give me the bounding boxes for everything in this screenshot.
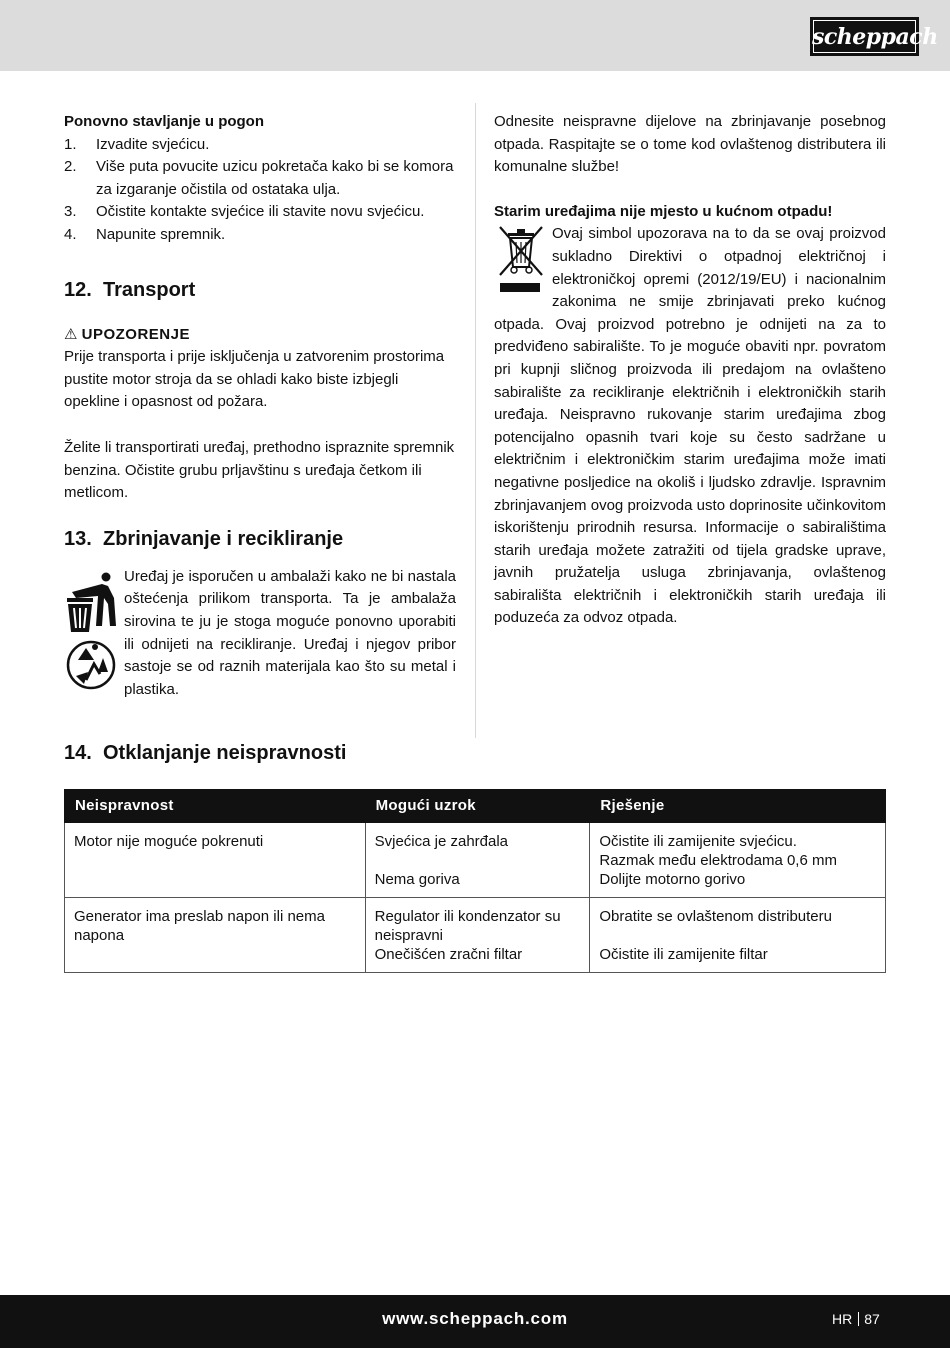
cause-text: Onečišćen zračni filtar <box>374 946 523 963</box>
warning-triangle-icon: ⚠ <box>64 325 78 343</box>
step-number: 3. <box>64 203 77 221</box>
step-number: 2. <box>64 158 77 176</box>
solution-text: Očistite ili zamijenite filtar <box>599 946 768 963</box>
fault-cell <box>65 898 366 973</box>
solution-cell <box>590 898 886 973</box>
table-row <box>65 898 886 973</box>
recycle-bin-icon <box>64 568 122 692</box>
section-number: 14. <box>64 742 92 764</box>
section-title: Transport <box>103 278 196 301</box>
solution-text: Dolijte motorno gorivo <box>599 871 746 888</box>
disposal-intro: Odnesite neispravne dijelove na zbrinjavanje posebnog otpada. Raspitajte se o tome kod ovlaštenog distributera ili komunalne službe! <box>494 113 886 176</box>
section-title: Otklanjanje neispravnosti <box>103 742 347 764</box>
solution-text: Očistite ili zamijenite svjećicu. <box>599 833 797 850</box>
spacer <box>599 926 876 945</box>
page-header <box>0 0 950 71</box>
warning-heading <box>64 324 456 347</box>
cause-text: Regulator ili kondenzator su neispravni <box>374 908 561 944</box>
page-number: 87 <box>864 1311 880 1327</box>
column-header-fault: Neispravnost <box>65 790 366 823</box>
cause-cell <box>365 898 590 973</box>
fault-text: Generator ima preslab napon ili nema napona <box>74 908 325 944</box>
troubleshooting-table <box>64 789 886 973</box>
section-title: Zbrinjavanje i recikliranje <box>103 527 344 550</box>
step-text: Izvadite svjećicu. <box>96 135 210 153</box>
table-row <box>65 823 886 898</box>
language-code: HR <box>832 1311 853 1327</box>
section-heading-transport <box>64 277 456 303</box>
transport-text: Želite li transportirati uređaj, prethodno ispraznite spremnik benzina. Očistite grubu prljavštinu s uređaja četkom ili metlicom. <box>64 438 455 502</box>
fault-text: Motor nije moguće pokrenuti <box>74 833 264 850</box>
section-number: 13. <box>64 527 92 550</box>
step-text: Napunite spremnik. <box>96 225 226 243</box>
page-indicator <box>832 1311 880 1327</box>
fault-cell <box>65 823 366 898</box>
step-number: 1. <box>64 135 77 153</box>
disposal-text: Uređaj je isporučen u ambalaži kako ne bi nastala oštećenja prilikom transporta. Ta je ambalaža sirovina te ju je stoga moguće ponovno uporabiti ili odnijeti na recikliranje. Uređaj i njegov pribor sastoje se od raznih materijala kao što su metal i plastika. <box>124 567 456 698</box>
page-footer <box>0 1295 950 1348</box>
cause-text: Nema goriva <box>374 871 460 888</box>
cause-text: Svjećica je zahrđala <box>374 833 509 850</box>
restart-step <box>64 224 456 247</box>
cause-cell <box>365 823 590 898</box>
right-column <box>494 111 886 630</box>
brand-logo: scheppach <box>810 17 919 56</box>
weee-title: Starim uređajima nije mjesto u kućnom otpadu! <box>494 202 833 220</box>
restart-step <box>64 134 456 157</box>
section-heading-disposal <box>64 526 456 552</box>
crossed-out-wheelie-bin-icon <box>494 223 548 301</box>
website-link[interactable]: www.scheppach.com <box>382 1309 568 1328</box>
section-number: 12. <box>64 278 92 301</box>
separator <box>858 1312 859 1326</box>
solution-cell <box>590 823 886 898</box>
column-header-solution: Rješenje <box>590 790 886 823</box>
step-text: Očistite kontakte svjećice ili stavite novu svjećicu. <box>96 203 425 221</box>
left-column <box>64 111 456 701</box>
disposal-block <box>64 566 456 702</box>
table-header-row <box>65 790 886 823</box>
spacer <box>375 851 581 870</box>
weee-text: Ovaj simbol upozorava na to da se ovaj proizvod sukladno Direktivi o otpadnoj električnoj i elektroničkoj opremi (2012/19/EU) i nacionalnim zakonima ne smije zbrinjavati preko kućnog otpada. Ovaj proizvod potrebno je odnijeti na za to predviđeno sabiralište. To je moguće obaviti npr. povratom pri kupnji sličnog proizvoda ili predajom na ovlašteno sabiralište za recikliranje električnih i elektroničkih starih uređaja. Neispravno rukovanje starim uređajima zbog potencijalno opasnih tvari koje su često sadržane u električnim i elektroničkim starim uređajima može imati negativne posljedice na okoliš i ljudsko zdravlje. Ispravnim zbrinjavanjem ovog proizvoda usto doprinosite učinkovitom iskorištenju prirodnih resursa. Informacije o sabiralištima starih uređaja možete zatražiti od tijela gradske uprave, javnih pružatelja usluga zbrinjavanja, ovlaštenog sabirališta električnih i elektroničkih starih uređaja ili poduzeća za odvoz otpada. <box>494 225 886 627</box>
restart-step <box>64 156 456 201</box>
section-heading-troubleshooting <box>64 740 346 766</box>
restart-step <box>64 201 456 224</box>
warning-text: Prije transporta i prije isključenja u zatvorenim prostorima pustite motor stroja da se ohladi kako biste izbjegli opekline i opasnost od požara. <box>64 348 445 411</box>
step-number: 4. <box>64 225 77 243</box>
column-divider <box>475 103 476 738</box>
restart-title: Ponovno stavljanje u pogon <box>64 113 265 130</box>
column-header-cause: Mogući uzrok <box>365 790 590 823</box>
solution-text: Razmak među elektrodama 0,6 mm <box>599 852 837 869</box>
step-text: Više puta povucite uzicu pokretača kako bi se komora za izgaranje očistila od ostataka ulja. <box>96 158 454 198</box>
weee-block <box>494 223 886 630</box>
restart-steps <box>64 134 456 247</box>
solution-text: Obratite se ovlaštenom distributeru <box>599 908 832 925</box>
warning-label: UPOZORENJE <box>81 325 190 343</box>
